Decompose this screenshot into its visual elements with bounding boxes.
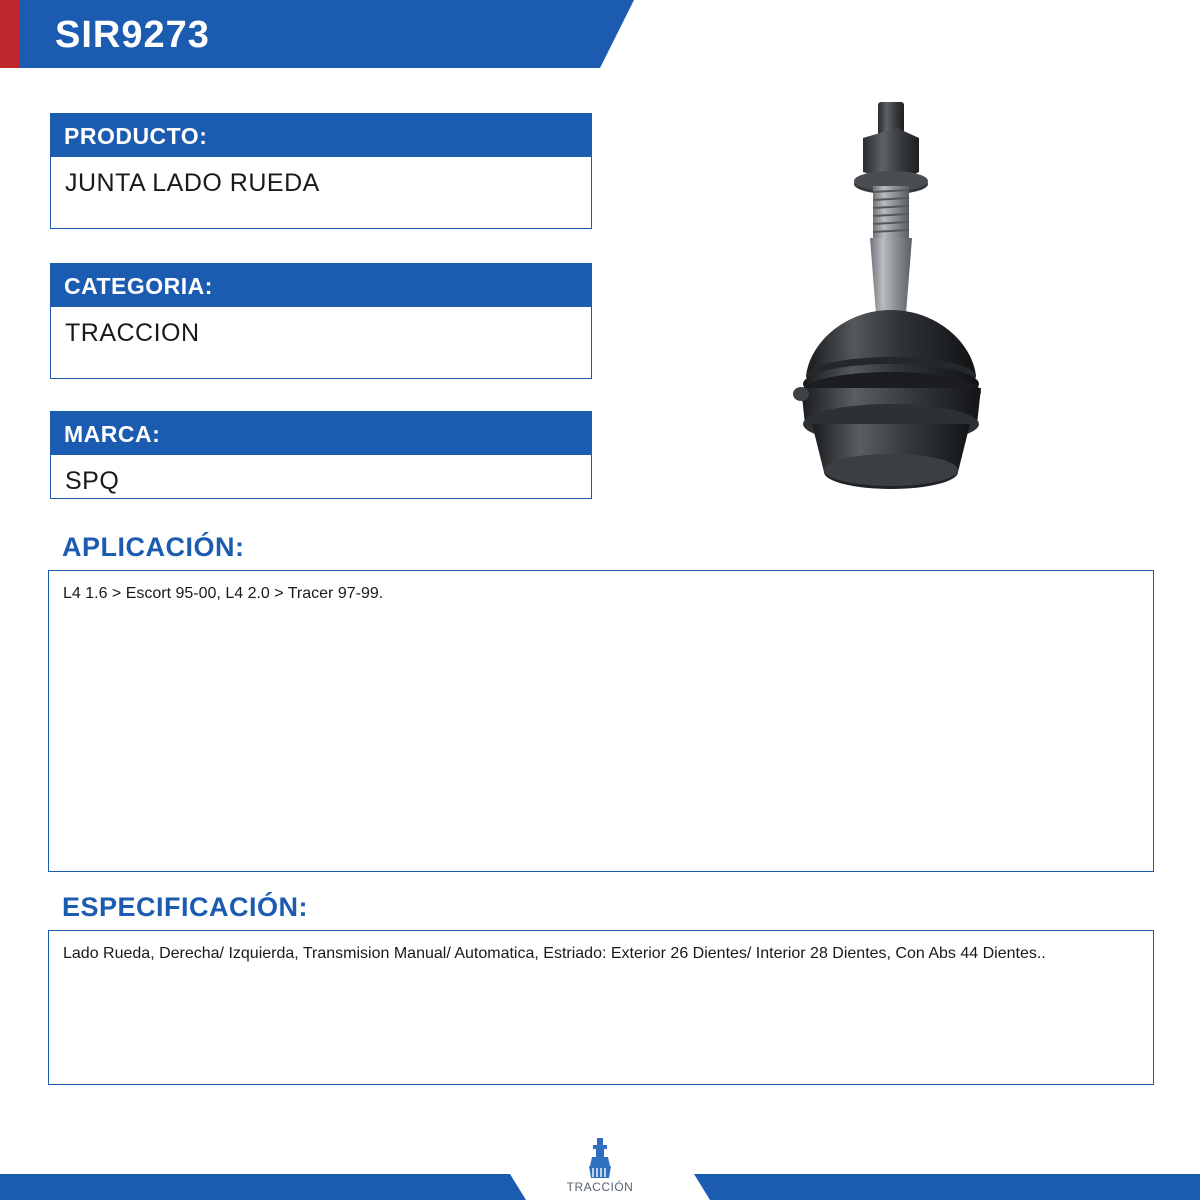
aplicacion-box xyxy=(48,570,1154,872)
page-footer xyxy=(0,1160,1200,1200)
especificacion-heading: ESPECIFICACIÓN: xyxy=(62,892,309,922)
page-header xyxy=(0,0,1200,68)
field-categoria-label: CATEGORIA: xyxy=(50,263,592,307)
field-producto-label: PRODUCTO: xyxy=(50,113,592,157)
footer-center xyxy=(0,1136,1200,1200)
field-marca-value: SPQ xyxy=(65,467,120,495)
page-title: SIR9273 xyxy=(55,14,210,56)
footer-caption: TRACCIÓN xyxy=(566,1180,634,1194)
field-categoria xyxy=(50,263,592,379)
aplicacion-heading: APLICACIÓN: xyxy=(62,532,245,562)
especificacion-text: Lado Rueda, Derecha/ Izquierda, Transmision Manual/ Automatica, Estriado: Exterior 26 Dientes/ Interior 28 Dientes, Con Abs 44 Dientes.. xyxy=(63,945,1046,962)
aplicacion-text: L4 1.6 > Escort 95-00, L4 2.0 > Tracer 97-99. xyxy=(63,585,384,602)
field-producto-value-box xyxy=(50,157,592,229)
field-marca-value-box xyxy=(50,455,592,499)
product-image xyxy=(700,80,1170,500)
field-marca-label: MARCA: xyxy=(50,411,592,455)
traccion-icon xyxy=(580,1136,620,1182)
field-marca xyxy=(50,411,592,499)
field-categoria-value: TRACCION xyxy=(65,319,200,347)
especificacion-box xyxy=(48,930,1154,1085)
field-categoria-value-box xyxy=(50,307,592,379)
ball-joint-illustration xyxy=(700,80,1170,500)
field-producto xyxy=(50,113,592,229)
field-producto-value: JUNTA LADO RUEDA xyxy=(65,169,320,197)
